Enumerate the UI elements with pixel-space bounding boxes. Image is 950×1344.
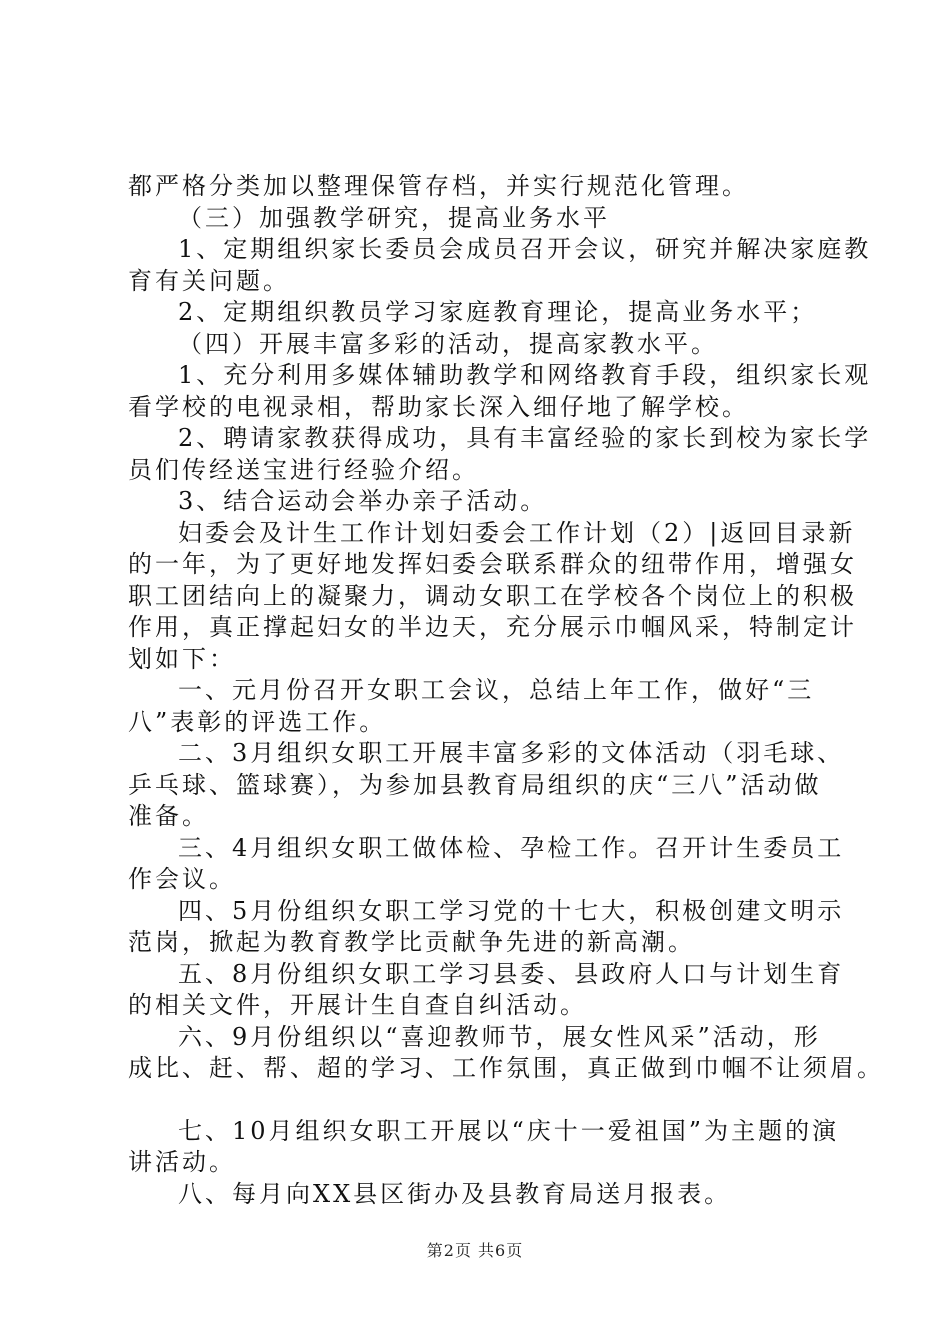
section-heading: （三）加强教学研究，提高业务水平: [178, 203, 610, 232]
text-line: 的相关文件，开展计生自查自纠活动。: [128, 991, 587, 1019]
text-line: 看学校的电视录相，帮助家长深入细仔地了解学校。: [128, 392, 749, 421]
text-line: 八、每月向XX县区街办及县教育局送月报表。: [178, 1179, 732, 1208]
text-line: 六、9月份组织以“喜迎教师节，展女性风采”活动，形: [178, 1022, 821, 1051]
text-line: 四、5月份组织女职工学习党的十七大，积极创建文明示: [178, 896, 845, 925]
text-line: 员们传经送宝进行经验介绍。: [128, 455, 479, 484]
text-line: 八”表彰的评选工作。: [128, 707, 387, 736]
text-line: 3、结合运动会举办亲子活动。: [178, 487, 548, 515]
text-line: 1、定期组织家长委员会成员召开会议，研究并解决家庭教: [178, 235, 872, 263]
text-line: 成比、赶、帮、超的学习、工作氛围，真正做到巾帼不让须眉。: [128, 1054, 884, 1082]
text-line: 七、10月组织女职工开展以“庆十一爱祖国”为主题的演: [178, 1116, 840, 1145]
text-line: 划如下：: [128, 644, 236, 673]
section-heading: （四）开展丰富多彩的活动，提高家教水平。: [178, 329, 718, 358]
text-line: 的一年，为了更好地发挥妇委会联系群众的纽带作用，增强女: [128, 550, 857, 578]
text-line: 二、3月组织女职工开展丰富多彩的文体活动（羽毛球、: [178, 739, 845, 767]
text-line: 范岗，掀起为教育教学比贡献争先进的新高潮。: [128, 928, 695, 956]
text-line: 讲活动。: [128, 1148, 236, 1176]
text-line: 职工团结向上的凝聚力，调动女职工在学校各个岗位上的积极: [128, 581, 857, 610]
page-number: 第2页 共6页: [426, 1241, 524, 1260]
text-line: 妇委会及计生工作计划妇委会工作计划（2）|返回目录新: [178, 518, 856, 547]
text-line: 1、充分利用多媒体辅助教学和网络教育手段，组织家长观: [178, 361, 872, 389]
document-body: [128, 171, 884, 1210]
text-line: 乒乓球、篮球赛），为参加县教育局组织的庆“三八”活动做: [128, 770, 822, 799]
text-line: 五、8月份组织女职工学习县委、县政府人口与计划生育: [178, 959, 845, 988]
text-line: 作会议。: [128, 865, 236, 893]
text-line: 都严格分类加以整理保管存档，并实行规范化管理。: [128, 172, 749, 200]
text-line: 一、元月份召开女职工会议，总结上年工作，做好“三: [178, 676, 815, 704]
text-line: 三、4月组织女职工做体检、孕检工作。召开计生委员工: [178, 833, 845, 862]
text-line: 育有关问题。: [128, 266, 290, 295]
text-line: 作用，真正撑起妇女的半边天，充分展示巾帼风采，特制定计: [128, 613, 857, 641]
text-line: 准备。: [128, 802, 209, 830]
text-line: 2、定期组织教员学习家庭教育理论，提高业务水平；: [178, 298, 818, 326]
text-line: 2、聘请家教获得成功，具有丰富经验的家长到校为家长学: [178, 424, 872, 452]
